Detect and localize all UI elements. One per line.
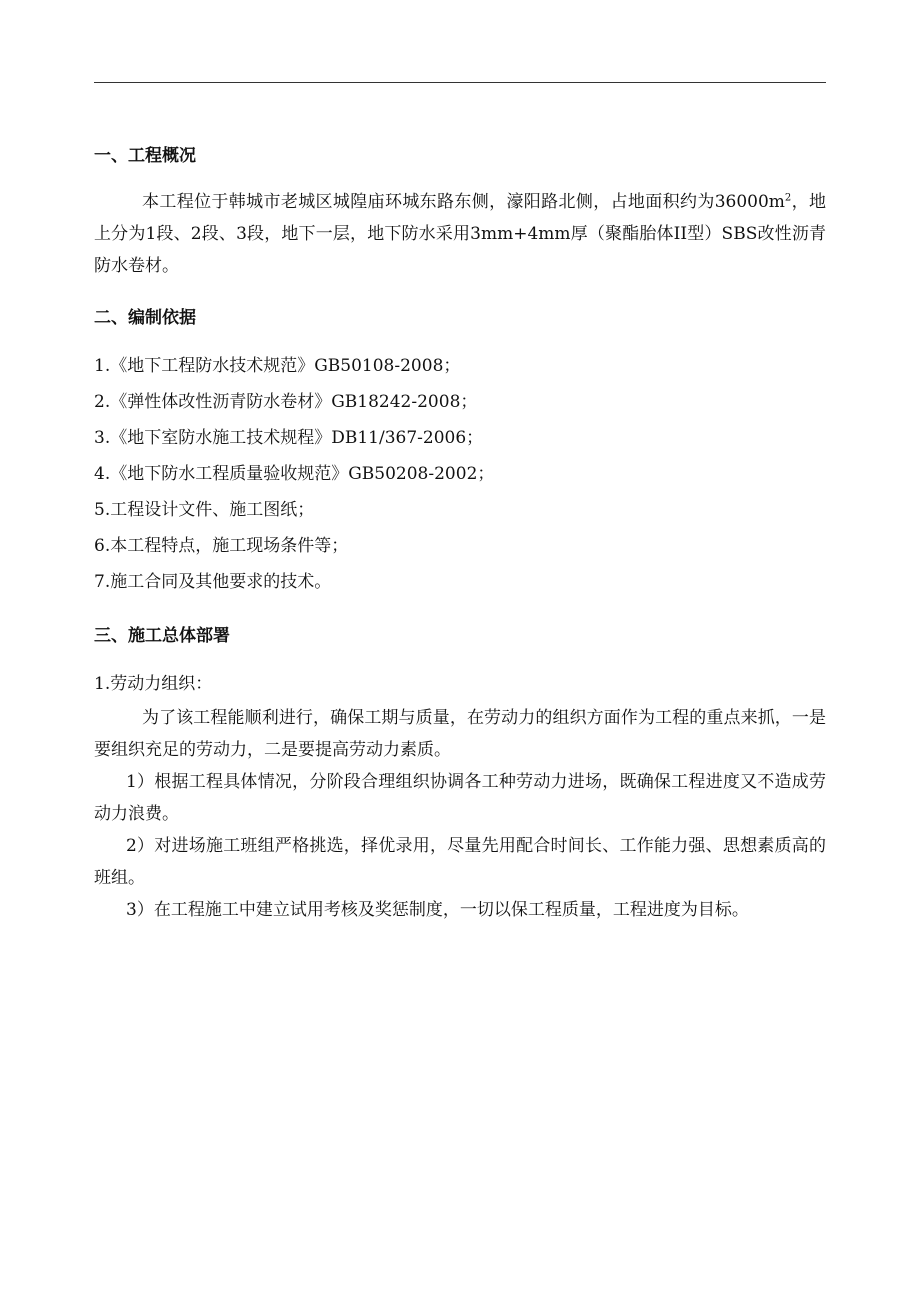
list-item: 3.《地下室防水施工技术规程》DB11/367-2006； <box>94 428 484 448</box>
overview-text-part1: 本工程位于韩城市老城区城隍庙环城东路东侧，濠阳路北侧，占地面积约为36000m <box>142 192 785 212</box>
list-item: 5.工程设计文件、施工图纸； <box>94 500 315 520</box>
labor-point: 1）根据工程具体情况，分阶段合理组织协调各工种劳动力进场，既确保工程进度又不造成劳动力浪费。 <box>94 772 826 824</box>
header-rule <box>94 82 826 83</box>
basis-list <box>94 348 826 600</box>
list-item: 4.《地下防水工程质量验收规范》GB50208-2002； <box>94 464 495 484</box>
list-item: 2.《弹性体改性沥青防水卷材》GB18242-2008； <box>94 392 478 412</box>
section-heading-deployment: 三、施工总体部署 <box>94 626 230 646</box>
labor-point: 3）在工程施工中建立试用考核及奖惩制度，一切以保工程质量，工程进度为目标。 <box>126 900 749 920</box>
area-unit-superscript: 2 <box>784 192 792 204</box>
list-item: 7.施工合同及其他要求的技术。 <box>94 572 332 592</box>
labor-point: 2）对进场施工班组严格挑选，择优录用，尽量先用配合时间长、工作能力强、思想素质高的班组。 <box>94 836 826 888</box>
list-item: 1.《地下工程防水技术规范》GB50108-2008； <box>94 356 461 376</box>
overview-text-part2: ，地上分为1段、2段、3段，地下一层，地下防水采用3mm+4mm厚（聚酯胎体II型）SBS改性沥青防水卷材。 <box>94 192 827 276</box>
labor-intro-paragraph: 为了该工程能顺利进行，确保工期与质量，在劳动力的组织方面作为工程的重点来抓，一是要组织充足的劳动力，二是要提高劳动力素质。 <box>94 708 826 760</box>
list-item: 6.本工程特点，施工现场条件等； <box>94 536 349 556</box>
section-heading-basis: 二、编制依据 <box>94 308 196 328</box>
section-heading-overview: 一、工程概况 <box>94 146 196 166</box>
overview-paragraph <box>94 186 826 282</box>
subsection-heading-labor: 1.劳动力组织： <box>94 674 213 694</box>
document-body <box>94 138 826 926</box>
